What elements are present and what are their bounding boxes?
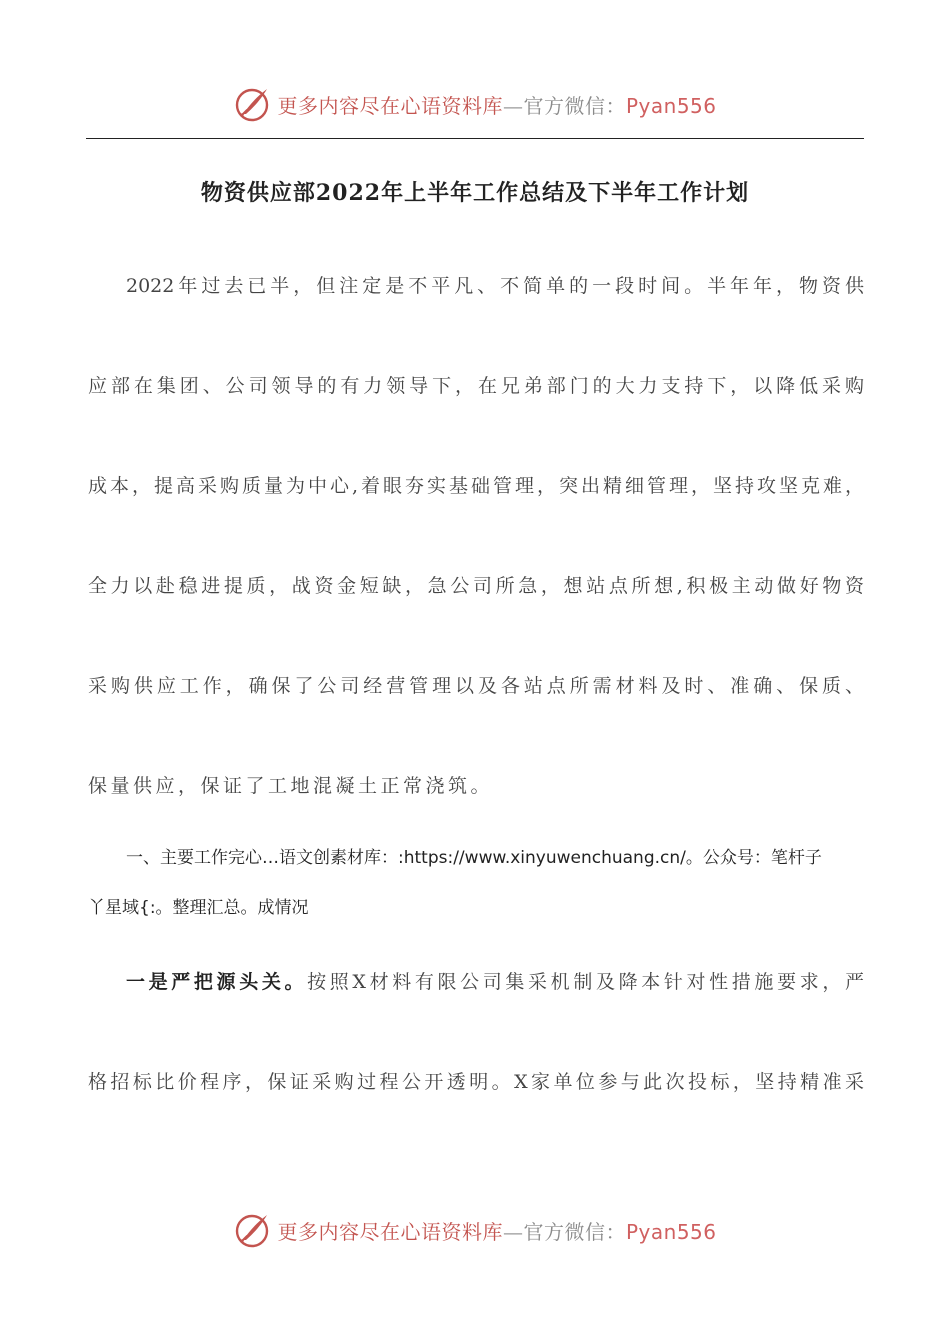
intro-line-1: 2022年过去已半，但注定是不平凡、不简单的一段时间。半年年，物资供 xyxy=(126,275,864,297)
intro-line-2: 应部在集团、公司领导的有力领导下，在兄弟部门的大力支持下，以降低采购 xyxy=(88,375,864,397)
header-divider xyxy=(86,138,864,139)
point-one-lead: 一是严把源头关。 xyxy=(126,971,308,993)
point-one-line-1 xyxy=(126,967,864,997)
point-one-line-2: 格招标比价程序，保证采购过程公开透明。X家单位参与此次投标，坚持精准采 xyxy=(88,1071,864,1093)
banner-wechat-account: Pyan556 xyxy=(625,1219,717,1244)
banner-wechat-label: 官方微信： xyxy=(523,93,626,118)
intro-line-5: 采购供应工作，确保了公司经营管理以及各站点所需材料及时、准确、保质、 xyxy=(88,675,864,697)
point-one-text: 按照X材料有限公司集采机制及降本针对性措施要求，严 xyxy=(307,971,864,993)
banner-wechat-account: Pyan556 xyxy=(625,93,717,118)
banner-separator: — xyxy=(502,93,524,118)
section-line-1: 一、主要工作完心…语文创素材库：:https://www.xinyuwenchuang.cn/。公众号：笔杆子 xyxy=(126,848,822,868)
section-line-2: 丫星域{:。整理汇总。成情况 xyxy=(88,898,309,918)
quill-logo-icon xyxy=(233,1210,273,1250)
footer-banner xyxy=(0,1206,950,1254)
document-title: 物资供应部2022年上半年工作总结及下半年工作计划 xyxy=(200,180,750,206)
intro-line-3: 成本，提高采购质量为中心,着眼夯实基础管理，突出精细管理，坚持攻坚克难， xyxy=(88,475,864,497)
footer-banner-text xyxy=(277,1216,716,1245)
banner-wechat-label: 官方微信： xyxy=(523,1219,626,1244)
banner-separator: — xyxy=(502,1219,524,1244)
intro-line-4: 全力以赴稳进提质，战资金短缺，急公司所急，想站点所想,积极主动做好物资 xyxy=(88,575,864,597)
banner-site-name: 更多内容尽在心语资料库 xyxy=(277,1219,503,1244)
banner-site-name: 更多内容尽在心语资料库 xyxy=(277,93,503,118)
quill-logo-icon xyxy=(233,84,273,124)
header-banner xyxy=(0,80,950,128)
header-banner-text xyxy=(277,90,716,119)
intro-line-6: 保量供应，保证了工地混凝土正常浇筑。 xyxy=(88,775,494,797)
